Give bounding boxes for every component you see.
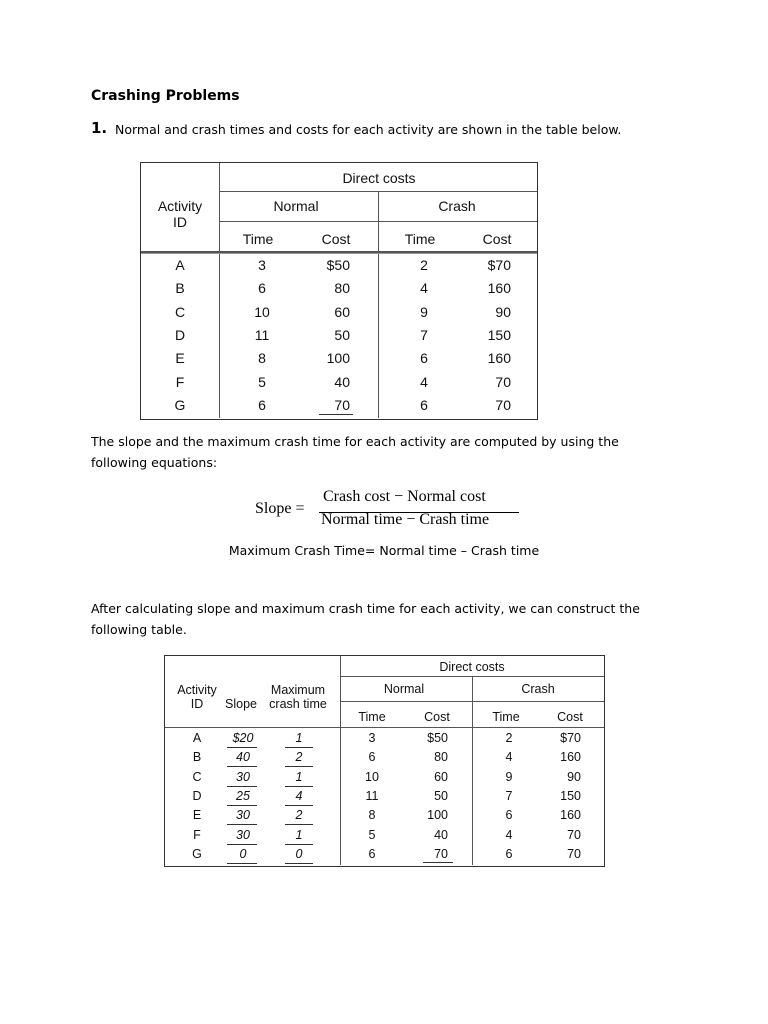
normal-time-header-2: Time (358, 710, 386, 724)
equations-intro: The slope and the maximum crash time for each activity are computed by using the following equations: (91, 434, 619, 470)
normal-cost-cell: 100 (427, 808, 448, 823)
normal-time-cell: 11 (365, 788, 379, 803)
crash-cost-cell: $70 (487, 257, 511, 273)
slope-cell: 30 (236, 769, 250, 784)
crash-cost-cell: 70 (567, 827, 581, 842)
normal-cost-cell: 60 (334, 303, 350, 320)
activity-id-cell: C (174, 303, 186, 320)
normal-cost-cell: 100 (326, 350, 350, 367)
crash-cost-cell: 90 (495, 303, 511, 320)
normal-cost-cell: $50 (326, 257, 350, 273)
crash-cost-cell: 90 (567, 769, 581, 784)
slope-underline (227, 824, 257, 825)
normal-cost-cell: 70 (334, 396, 350, 413)
activity-id-cell: A (175, 257, 185, 273)
max-crash-time-underline (285, 786, 313, 787)
crash-cost-cell: 160 (487, 350, 511, 367)
crash-cost-cell: 150 (560, 788, 581, 803)
activity-id-cell: B (175, 280, 185, 297)
normal-time-cell: 5 (258, 373, 266, 390)
slope-table (164, 655, 605, 867)
crash-cost-cell: 150 (487, 326, 511, 343)
max-crash-time-cell: 0 (295, 846, 303, 861)
slope-denominator: Normal time − Crash time (321, 511, 490, 528)
slope-underline (227, 747, 257, 748)
slope-cell: 30 (236, 827, 250, 842)
normal-header: Normal (273, 198, 319, 214)
crash-cost-header-2: Cost (557, 710, 583, 724)
normal-cost-cell: 60 (434, 769, 448, 784)
normal-time-cell: 8 (368, 808, 376, 823)
slope-underline (227, 786, 257, 787)
page-title: Crashing Problems (91, 88, 240, 104)
crash-cost-cell: 70 (495, 373, 511, 390)
max-crash-time-underline (285, 824, 313, 825)
total-underline (319, 414, 353, 415)
activity-id-cell: B (192, 750, 202, 765)
activity-id-cell: G (174, 396, 186, 413)
normal-cost-cell: 80 (434, 750, 448, 765)
normal-time-cell: 6 (368, 846, 376, 861)
crash-time-cell: 6 (505, 808, 513, 823)
crash-time-header-2: Time (492, 710, 520, 724)
crash-time-cell: 4 (505, 827, 513, 842)
normal-cost-cell: 40 (334, 373, 350, 390)
normal-time-header: Time (242, 231, 274, 247)
slope-cell: 40 (236, 750, 250, 765)
activity-id-cell: C (192, 769, 202, 784)
slope-numerator: Crash cost − Normal cost (323, 488, 486, 505)
activity-id-header-2: Activity ID (177, 683, 217, 711)
crash-time-cell: 2 (505, 731, 513, 745)
normal-time-cell: 10 (365, 769, 379, 784)
activity-id-cell: F (175, 373, 185, 390)
slope-formula (255, 486, 535, 534)
crash-time-cell: 6 (420, 350, 428, 367)
normal-cost-header-2: Cost (424, 710, 450, 724)
crash-header: Crash (438, 198, 476, 214)
crash-cost-cell: 70 (495, 396, 511, 413)
direct-costs-header: Direct costs (342, 170, 416, 186)
normal-time-cell: 6 (258, 280, 266, 297)
crash-time-header: Time (404, 231, 436, 247)
activity-id-cell: D (192, 788, 202, 803)
max-crash-time-cell: 1 (295, 731, 303, 745)
crash-cost-header: Cost (482, 231, 512, 247)
normal-time-cell: 3 (368, 731, 376, 745)
max-crash-time-formula: Maximum Crash Time= Normal time – Crash time (228, 543, 540, 558)
normal-cost-cell: $50 (427, 731, 448, 745)
slope-label: Slope = (255, 500, 305, 517)
normal-cost-cell: 80 (334, 280, 350, 297)
activity-id-cell: F (193, 827, 201, 842)
activity-id-cell: G (192, 846, 202, 861)
normal-cost-cell: 50 (334, 326, 350, 343)
activity-id-cell: E (175, 350, 185, 367)
crash-time-cell: 4 (420, 280, 428, 297)
slope-underline (227, 863, 257, 864)
crash-time-cell: 9 (505, 769, 513, 784)
crash-cost-cell: 160 (487, 280, 511, 297)
normal-time-cell: 10 (254, 303, 270, 320)
max-crash-time-cell: 1 (295, 827, 303, 842)
activity-id-cell: A (192, 731, 202, 745)
slope-cell: 0 (239, 846, 247, 861)
slope-underline (227, 805, 257, 806)
crash-time-cell: 6 (420, 396, 428, 413)
slope-underline (227, 844, 257, 845)
max-crash-time-cell: 2 (295, 750, 303, 765)
max-crash-time-underline (285, 844, 313, 845)
table-intro: After calculating slope and maximum crash time for each activity, we can construct the following table. (91, 601, 640, 637)
crash-time-cell: 4 (420, 373, 428, 390)
crash-cost-cell: 160 (560, 808, 581, 823)
normal-cost-cell: 50 (434, 788, 448, 803)
crash-cost-cell: 160 (560, 750, 581, 765)
max-crash-time-cell: 1 (295, 769, 303, 784)
slope-header: Slope (225, 697, 257, 711)
crash-time-cell: 9 (420, 303, 428, 320)
max-crash-time-header: Maximum crash time (269, 683, 327, 711)
crash-time-cell: 6 (505, 846, 513, 861)
slope-cell: 30 (236, 808, 250, 823)
max-crash-time-underline (285, 805, 313, 806)
normal-time-cell: 8 (258, 350, 266, 367)
normal-header-2: Normal (383, 682, 425, 696)
crash-cost-cell: $70 (560, 731, 581, 745)
question-text: Normal and crash times and costs for each activity are shown in the table below. (115, 122, 622, 137)
max-crash-time-underline (285, 766, 313, 767)
crash-header-2: Crash (521, 682, 555, 696)
crash-time-cell: 2 (420, 257, 428, 273)
normal-cost-header: Cost (321, 231, 351, 247)
slope-underline (227, 766, 257, 767)
question-number: 1. (91, 119, 108, 137)
normal-time-cell: 6 (368, 750, 376, 765)
activity-id-header: Activity ID (157, 198, 203, 230)
normal-time-cell: 3 (258, 257, 266, 273)
costs-table (140, 162, 538, 420)
crash-cost-cell: 70 (567, 846, 581, 861)
normal-time-cell: 11 (254, 326, 270, 343)
slope-cell: $20 (232, 731, 254, 745)
max-crash-time-cell: 4 (295, 788, 303, 803)
crash-time-cell: 4 (505, 750, 513, 765)
slope-cell: 25 (236, 788, 250, 803)
max-crash-time-underline (285, 747, 313, 748)
normal-cost-cell: 40 (434, 827, 448, 842)
max-crash-time-cell: 2 (295, 808, 303, 823)
direct-costs-header-2: Direct costs (439, 660, 505, 674)
normal-time-cell: 6 (258, 396, 266, 413)
activity-id-cell: E (192, 808, 202, 823)
crash-time-cell: 7 (505, 788, 513, 803)
activity-id-cell: D (174, 326, 186, 343)
normal-cost-cell: 70 (434, 846, 448, 861)
crash-time-cell: 7 (420, 326, 428, 343)
max-crash-time-underline (285, 863, 313, 864)
total-underline-2 (423, 862, 453, 863)
normal-time-cell: 5 (368, 827, 376, 842)
